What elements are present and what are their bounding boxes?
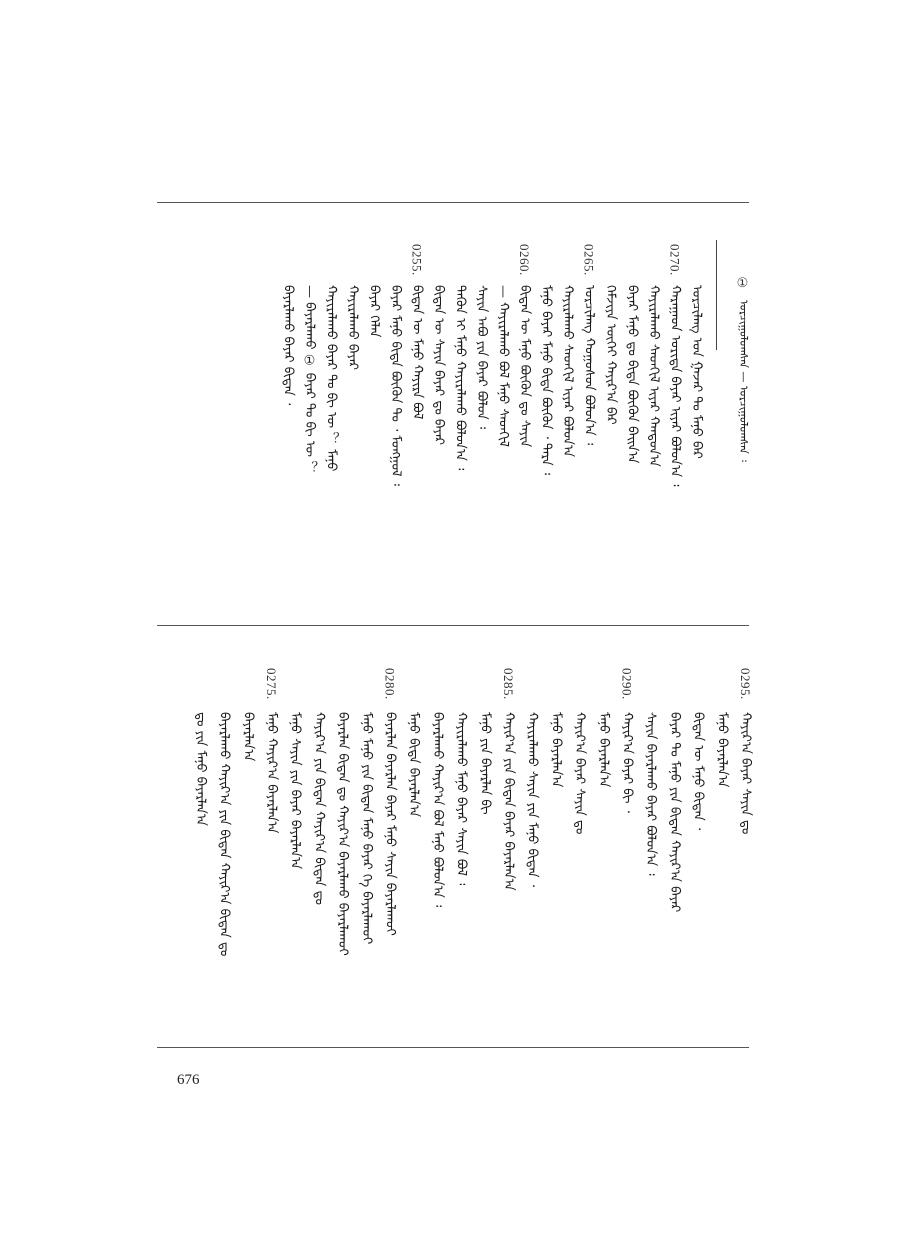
line-number: 0255. [409, 244, 425, 276]
verse-line: ᠮᠠᠨᠤ ᠪᠢᠳᠡ ᠪᠠᠶᠠᠷᠯᠠᠨ᠎ᠠ [406, 712, 422, 818]
verse-line: ᠬᠠᠶᠢᠷᠠᠯᠠᠬᠤ ᠰᠠᠶᠢᠨ ᠶᠢᠨ ᠮᠠᠨᠤ ᠪᠢᠳᠡᠨ ᠂ [524, 712, 540, 887]
footnote-marker: ① [736, 276, 751, 292]
verse-line: ᠪᠠᠶᠠᠷᠯᠠᠬᠤ ᠬᠠᠶᠢᠷ᠎ᠠ ᠶᠢᠨ ᠪᠢᠳᠡᠨ ᠬᠠᠶᠢᠷ᠎ᠠ ᠪᠢᠳᠡᠨ ᠳᠤ [216, 712, 232, 957]
verse-line: ᠮᠠᠨᠤ ᠪᠠᠶᠠᠷᠯᠠᠨ᠎ᠠ [548, 712, 564, 788]
verse-line: ᠬᠠᠶᠢᠷ᠎ᠠ ᠪᠠᠶᠠᠷ ᠰᠠᠶᠢᠨ ᠳᠤ [738, 712, 753, 835]
verse-line: ᠮᠠᠨᠤ ᠪᠠᠶᠠᠷᠯᠠᠨ᠎ᠠ [595, 712, 611, 788]
verse-line: ᠰᠠᠶᠢᠨ ᠪᠠᠶᠠᠷᠯᠠᠬᠤ ᠪᠠᠶᠠᠷ ᠪᠣᠯᠤᠨ᠎ᠠ ᠄ [643, 712, 659, 876]
verse-line: ᠬᠠᠶᠢᠷᠠᠯᠠᠬᠤ ᠮᠠᠨᠤ ᠪᠠᠶᠠᠷ ᠰᠠᠶᠢᠨ ᠪᠣᠯ ᠄ [453, 712, 469, 886]
verse-line: ᠮᠠᠨᠤ ᠬᠠᠶᠢᠷ᠎ᠠ ᠪᠠᠶᠠᠷᠯᠠᠨ᠎ᠠ [264, 712, 279, 834]
bottom-rule [157, 1047, 749, 1048]
verse-line: ᠬᠠᠶᠢᠷ᠎ᠠ ᠪᠠᠶᠠᠷ ᠪᠢ ᠂ [619, 712, 635, 813]
line-number: 0295. [738, 668, 753, 700]
verse-line: ᠬᠠᠶᠢᠷᠠᠯᠠᠬᠤ ᠰᠡᠳᠬᠢᠯ ᠢᠶᠡᠷ ᠬᠠᠨᠳᠤᠨ᠎ᠠ [646, 285, 661, 467]
verse-line: ᠪᠢᠳᠡᠨ ᠦ ᠮᠠᠨᠤ ᠬᠠᠶᠢᠷᠠ ᠪᠣᠯ [409, 285, 425, 420]
footnote-separator [716, 240, 717, 350]
verse-line: ᠬᠠᠶᠢᠷᠠᠯᠠᠬᠤ ᠪᠠᠶᠠᠷ [345, 285, 360, 370]
verse-line: ᠪᠠᠶᠠᠷᠯᠠᠬᠤ ᠪᠠᠶᠠᠷ ᠪᠢᠳᠡᠨ ᠂ [280, 285, 296, 406]
verse-line: — ᠬᠠᠶᠢᠷᠠᠯᠠᠬᠤ ᠪᠣᠯ ᠮᠠᠨᠤ ᠰᠡᠳᠬᠢᠯ [495, 285, 511, 447]
verse-line: ᠬᠠᠶᠢᠷ᠎ᠠ ᠶᠢᠨ ᠪᠢᠳᠡᠨ ᠪᠠᠶᠠᠷ ᠪᠠᠶᠠᠷᠯᠠᠨ᠎ᠠ [501, 712, 516, 891]
middle-rule [157, 625, 749, 626]
verse-line: ᠮᠠᠨᠤ ᠪᠠᠶᠠᠷᠯᠠᠨ᠎ᠠ [714, 712, 730, 788]
line-number: 0265. [581, 244, 597, 276]
verse-line: ᠮᠠᠨᠤ ᠰᠠᠶᠢᠨ ᠶᠢᠨ ᠪᠠᠶᠠᠷ ᠪᠠᠶᠠᠷᠯᠠᠨ᠎ᠠ [287, 712, 303, 870]
verse-line: ᠮᠠᠨᠤ ᠶᠢᠨ ᠪᠠᠶᠠᠷᠯᠠᠨ ᠪᠢ [477, 712, 493, 815]
verse-line: ᠬᠠᠶᠢᠷ᠎ᠠ ᠶᠢᠨ ᠪᠢᠳᠡᠨ ᠬᠠᠶᠢᠷ᠎ᠠ ᠪᠢᠳᠡᠨ ᠳᠤ [311, 712, 327, 905]
verse-line: ᠪᠠᠶᠠᠷ ᠬᠡᠯᠡᠨ [366, 285, 382, 338]
verse-line: ᠲᠡᠭᠦᠨ ᠢ ᠮᠠᠨᠤ ᠬᠠᠶᠢᠷᠠᠯᠠᠬᠤ ᠪᠣᠯᠤᠨ᠎ᠠ ᠄ [452, 285, 468, 471]
verse-line: ᠪᠠᠶᠠᠷᠯᠠᠨ᠎ᠠ [240, 712, 256, 762]
verse-line: ᠳᠤ ᠶᠢᠨ ᠮᠠᠨᠤ ᠪᠠᠶᠠᠷᠯᠠᠨ᠎ᠠ [192, 712, 208, 826]
line-number: 0270. [667, 244, 683, 276]
verse-line: ᠪᠢᠳᠡᠨ ᠦ ᠰᠠᠶᠢᠨ ᠪᠠᠶᠠᠷ ᠳᠤ ᠪᠠᠶᠠᠷ [431, 285, 446, 446]
verse-line: ᠰᠠᠶᠢᠨ ᠠᠪᠤ ᠶᠢᠨ ᠪᠠᠶᠠᠷ ᠪᠣᠯᠤᠨ ᠄ [474, 285, 489, 430]
verse-line: ᠣᠷᠴᠢᠯᠠᠩ ᠬᠣᠭᠣᠰᠣᠨ ᠪᠣᠯᠤᠨ᠎ᠠ ᠄ [581, 285, 597, 446]
verse-line: ᠪᠢᠳᠡᠨ ᠦ ᠮᠠᠨᠤ ᠪᠦᠬᠦᠨ ᠳᠤ ᠰᠠᠶᠢᠨ [517, 285, 532, 448]
verse-line: ᠬᠡᠮᠵᠢᠶᠡ ᠦᠭᠡᠢ ᠬᠠᠶᠢᠷ᠎ᠠ ᠪᠡᠷ [603, 285, 618, 425]
verse-line: — ᠪᠠᠶᠠᠷᠯᠠᠬᠤ ① ᠪᠠᠶᠠᠷ ᠲᠤ ᠪᠢ ᠦ ？ [302, 285, 317, 475]
line-number: 0285. [501, 668, 516, 700]
verse-line: ᠪᠠᠶᠠᠷ ᠮᠠᠨᠤ ᠳᠤ ᠪᠢᠳᠡ ᠪᠦᠬᠦᠨ ᠪᠠᠢᠨ᠎ᠠ [624, 285, 640, 464]
verse-line: ᠬᠠᠶᠢᠷ᠎ᠠ ᠪᠠᠶᠠᠷ ᠰᠠᠶᠢᠨ ᠳᠤ [572, 712, 588, 835]
verse-line: ᠮᠠᠨᠤ ᠮᠠᠨᠤ ᠶᠢᠨ ᠪᠢᠳᠡᠨ ᠮᠠᠨᠤ ᠪᠠᠶᠠᠷ ᠬᠡ ᠪᠠᠶᠠᠷᠯᠠᠬᠤᠢ [358, 712, 374, 945]
verse-line: ᠪᠠᠶᠠᠷᠯᠠᠨ ᠪᠢᠳᠡᠨ ᠳᠤ ᠬᠠᠶᠢᠷ᠎ᠠ ᠪᠠᠶᠠᠷᠯᠠᠬᠤ ᠪᠠᠶᠠᠷᠯᠠᠬᠤᠢ [335, 712, 351, 956]
line-number: 0290. [619, 668, 635, 700]
verse-line: ᠪᠠᠶᠠᠷ ᠮᠠᠨᠤ ᠪᠢᠳᠡ ᠪᠦᠬᠦᠨ ᠲᠤ ᠂ ᠮᠣᠩᠭᠤᠯ ᠄ [388, 285, 403, 486]
verse-line: ᠣᠷᠴᠢᠯᠠᠩ ᠤᠨ ᠭᠠᠵᠠᠷ ᠲᠤ ᠮᠠᠨᠤ ᠪᠡᠷ [689, 285, 704, 459]
verse-line: ᠪᠠᠶᠠᠷ ᠲᠤ ᠮᠠᠨᠤ ᠶᠢᠨ ᠪᠢᠳᠡᠨ ᠬᠠᠶᠢᠷ᠎ᠠ ᠪᠠᠶᠠᠷ [666, 712, 682, 913]
top-rule [157, 202, 749, 203]
verse-line: ᠬᠠᠷᠠᠭᠠᠳ ᠤᠷᠢᠳᠠ ᠪᠠᠶᠠᠷ ᠢᠶᠡᠷ ᠪᠤᠯᠤᠨ᠎ᠠ ᠄ [667, 285, 683, 487]
line-number: 0275. [264, 668, 279, 700]
verse-line: ᠪᠠᠶᠠᠷᠯᠠᠨ ᠪᠠᠶᠠᠷᠯᠠᠨ ᠪᠠᠶᠠᠷ ᠮᠠᠨᠤ ᠰᠠᠶᠢᠨ ᠪᠠᠶᠠᠷᠯᠠᠬᠤᠢ [382, 712, 398, 936]
verse-line: ᠬᠠᠶᠢᠷᠠᠯᠠᠬᠤ ᠰᠡᠳᠬᠢᠯ ᠢᠶᠡᠷ ᠪᠣᠯᠤᠨ᠎ᠠ [560, 285, 575, 458]
verse-line: ᠪᠠᠶᠠᠷᠯᠠᠬᠤ ᠬᠠᠶᠢᠷ᠎ᠠ ᠪᠣᠯ ᠮᠠᠨᠤ ᠪᠣᠯᠤᠨ᠎ᠠ ᠄ [429, 712, 445, 908]
verse-line: ᠬᠠᠶᠢᠷᠠᠯᠠᠬᠤ ᠪᠠᠶᠠᠷ ᠲᠤ ᠪᠢ ᠦ ？ ᠮᠠᠨᠤ [323, 285, 339, 472]
line-number: 0280. [382, 668, 398, 700]
verse-line: ᠪᠢᠳᠡᠨ ᠦ ᠮᠠᠨᠤ ᠪᠢᠳᠡᠨ ᠂ [690, 712, 706, 831]
line-number: 0260. [517, 244, 532, 276]
footnote-text: ᠣᠷᠴᠢᠭᠤᠯᠤᠭᠰᠠᠨ — ᠣᠷᠴᠢᠭᠤᠯᠤᠭᠰᠠᠨ ᠄ [737, 300, 750, 462]
verse-line: ᠮᠠᠨᠤ ᠪᠠᠶᠠᠷ ᠮᠠᠨᠤ ᠪᠢᠳᠡ ᠪᠦᠬᠦᠨ ᠂ ᠲᠡᠷᠡ ᠄ [538, 285, 554, 476]
page-number: 676 [177, 1072, 200, 1088]
